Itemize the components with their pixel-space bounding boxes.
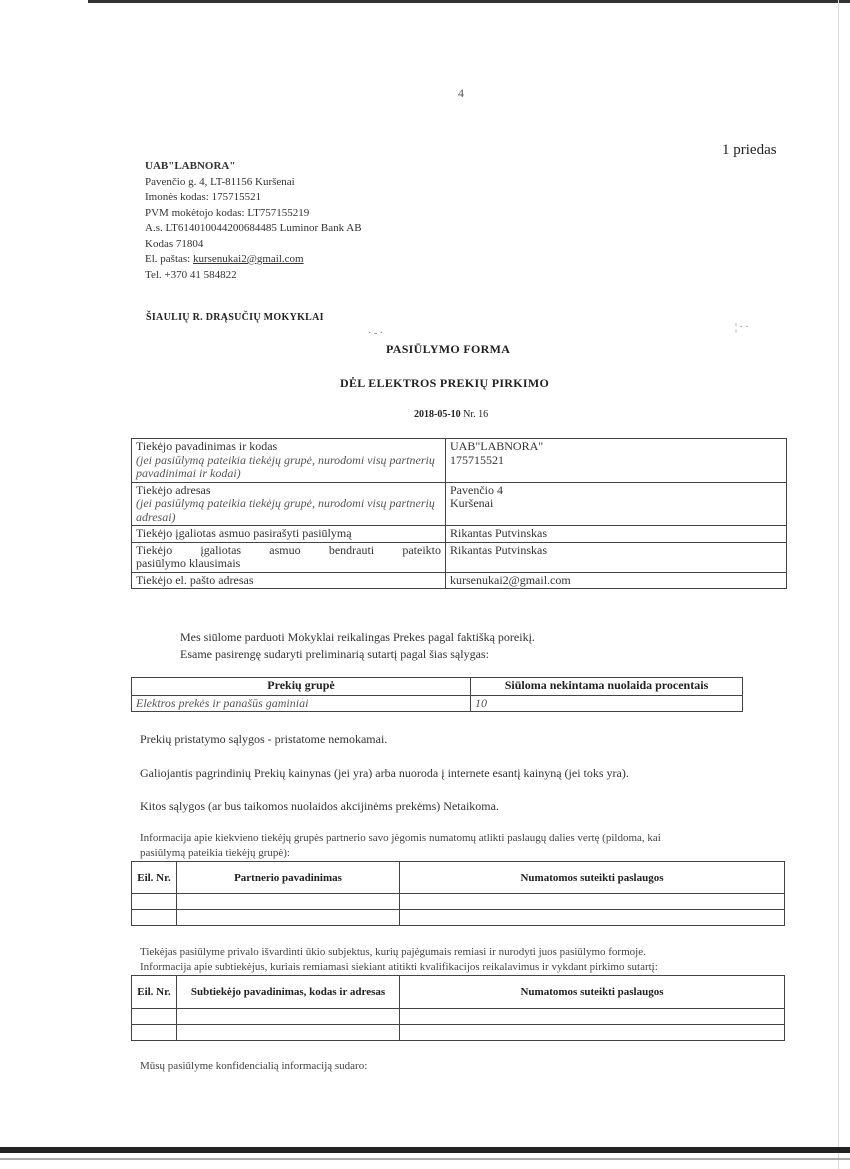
header-cell: Subtiekėjo pavadinimas, kodas ir adresas [177, 976, 400, 1009]
sender-email-link[interactable]: kursenukai2@gmail.com [192, 253, 304, 265]
table-header-row [132, 678, 743, 696]
row-label: Tiekėjo pavadinimas ir kodas [136, 439, 278, 453]
sender-company: UAB"LABNORA" [145, 160, 236, 172]
other-conditions: Kitos sąlygos (ar bus taikomos nuolaidos akcijinėms prekėms) Netaikoma. [140, 799, 499, 813]
date-number [414, 409, 488, 420]
discount-table [131, 677, 743, 712]
header-cell: Partnerio pavadinimas [177, 862, 400, 894]
table-row [132, 1009, 785, 1025]
sender-bank-code: Kodas 71804 [145, 237, 204, 250]
header-cell: Numatomos suteikti paslaugos [400, 862, 785, 894]
offer-text-2: Esame pasirengę sudaryti preliminarią sutartį pagal šias sąlygas: [180, 647, 489, 661]
form-date: 2018-05-10 [414, 409, 461, 420]
table-row [132, 572, 787, 589]
header-cell: Prekių grupė [132, 678, 471, 696]
row-value-2: Kuršenai [450, 496, 494, 510]
table-cell [132, 439, 446, 483]
price-list: Galiojantis pagrindinių Prekių kainynas (jei yra) arba nuoroda į internete esantį kainyną (jei toks yra). [140, 766, 629, 780]
supplier-table [131, 438, 787, 589]
subcontractor-table [131, 975, 785, 1041]
row-value: Rikantas Putvinskas [446, 542, 787, 572]
row-note: (jei pasiūlymą pateikia tiekėjų grupė, nurodomi visų partnerių adresai) [136, 496, 435, 524]
sender-email-label: El. paštas: [145, 253, 193, 265]
table-row [132, 910, 785, 926]
row-value: Rikantas Putvinskas [446, 526, 787, 543]
delivery-conditions: Prekių pristatymo sąlygos - pristatome nemokamai. [140, 732, 388, 746]
table-cell [132, 542, 446, 572]
row-value-2: 175715521 [450, 452, 504, 467]
recipient: ŠIAULIŲ R. DRĄSUČIŲ MOKYKLAI [146, 312, 324, 323]
row-value: Pavenčio 4 [450, 482, 503, 497]
sender-email-line [145, 252, 362, 268]
scan-right-edge [838, 0, 839, 1169]
form-title: PASIŪLYMO FORMA [386, 342, 511, 356]
table-row [132, 1025, 785, 1041]
row-label: Tiekėjo įgaliotas asmuo pasirašyti pasiūlymą [132, 526, 446, 543]
table-cell [132, 482, 446, 526]
table-cell [446, 439, 787, 483]
table-row [132, 526, 787, 543]
sender-block [145, 159, 362, 283]
row-value: kursenukai2@gmail.com [446, 572, 787, 589]
header-cell: Siūloma nekintama nuolaida procentais [471, 678, 743, 696]
scan-mark: · - · [368, 328, 383, 339]
form-number: Nr. 16 [463, 409, 489, 420]
table-cell: Elektros prekės ir panašūs gaminiai [132, 696, 471, 712]
row-note: (jei pasiūlymą pateikia tiekėjų grupė, nurodomi visų partnerių pavadinimai ir kodai) [136, 452, 435, 480]
scan-bottom-edge [0, 1147, 850, 1153]
header-cell: Eil. Nr. [132, 862, 177, 894]
partner-info-1: Informacija apie kiekvieno tiekėjų grupės partnerio savo jėgomis numatomų atlikti paslaugų dalies vertę (pildoma, kai [140, 832, 661, 844]
table-row [132, 482, 787, 526]
offer-text-1: Mes siūlome parduoti Mokyklai reikalingas Prekes pagal faktišką poreikį. [180, 630, 535, 644]
row-label: Tiekėjo el. pašto adresas [132, 572, 446, 589]
table-row [132, 439, 787, 483]
form-subtitle: DĖL ELEKTROS PREKIŲ PIRKIMO [340, 376, 550, 390]
partner-info-2: pasiūlymą pateikia tiekėjų grupė): [140, 847, 290, 859]
row-label: Tiekėjo įgaliotas asmuo bendrauti pateikto [136, 542, 441, 557]
row-value: UAB"LABNORA" [450, 439, 544, 453]
scan-mark-2: ¦ · · [735, 322, 749, 333]
subcontractor-info-2: Informacija apie subtiekėjus, kuriais remiamasi siekiant atitikti kvalifikacijos reikalavimus ir vykdant pirkimo sutartį: [140, 961, 658, 973]
sender-phone: Tel. +370 41 584822 [145, 268, 237, 281]
row-label: Tiekėjo adresas [136, 482, 211, 497]
subcontractor-info-1: Tiekėjas pasiūlyme privalo išvardinti ūkio subjektus, kurių pajėgumais remiasi ir nurodyti juos pasiūlymo formoje. [140, 946, 646, 958]
table-row [132, 542, 787, 572]
annex-label: 1 priedas [722, 142, 777, 158]
confidential-info: Mūsų pasiūlyme konfidencialią informaciją sudaro: [140, 1060, 368, 1072]
sender-bank-account: A.s. LT614010044200684485 Luminor Bank AB [145, 222, 362, 234]
header-cell: Numatomos suteikti paslaugos [400, 976, 785, 1009]
table-header-row [132, 976, 785, 1009]
table-header-row [132, 862, 785, 894]
table-row [132, 696, 743, 712]
sender-vat-code: PVM mokėtojo kodas: LT757155219 [145, 206, 310, 219]
partner-table [131, 861, 785, 926]
table-cell [446, 482, 787, 526]
table-cell: 10 [471, 696, 743, 712]
scan-bottom-edge-2 [0, 1158, 850, 1160]
page-number: 4 [458, 86, 464, 100]
scan-top-edge [88, 0, 850, 3]
sender-company-code: Imonės kodas: 175715521 [145, 191, 262, 203]
row-label-2: pasiūlymo klausimais [136, 556, 241, 570]
table-row [132, 894, 785, 910]
header-cell: Eil. Nr. [132, 976, 177, 1009]
sender-address: Pavenčio g. 4, LT-81156 Kuršenai [145, 175, 295, 188]
